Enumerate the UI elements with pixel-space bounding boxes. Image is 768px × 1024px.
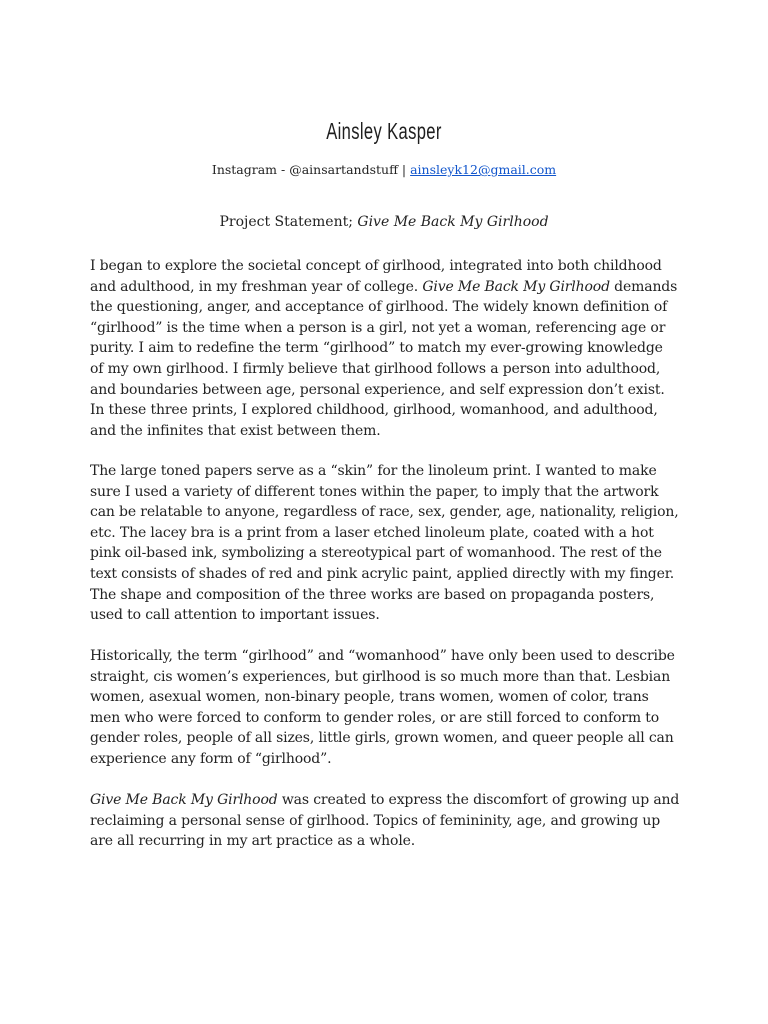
paragraph-3	[90, 646, 680, 770]
paragraph-4	[90, 790, 680, 852]
instagram-handle: Instagram - @ainsartandstuff |	[211, 162, 411, 177]
author-name: Ainsley Kasper	[326, 118, 442, 144]
paragraph-4-text: was created to express the discomfort of growing up and reclaiming a personal sense of girlhood. Topics of femininity, age, and growing up are all recurring in my art practice as a whole.	[90, 792, 680, 850]
paragraph-2-text: The large toned papers serve as a “skin” for the linoleum print. I wanted to make sure I used a variety of different tones within the paper, to imply that the artwork can be relatable to anyone, regardless of race, sex, gender, age, nationality, religion, etc. The lacey bra is a print from a laser etched linoleum plate, coated with a hot pink oil-based ink, symbolizing a stereotypical part of womanhood. The rest of the text consists of shades of red and pink acrylic paint, applied directly with my finger. The shape and composition of the three works are based on propaganda posters, used to call attention to important issues.	[90, 463, 679, 624]
project-title: Give Me Back My Girlhood	[357, 214, 549, 230]
email-link[interactable]: ainsleyk12@gmail.com	[410, 162, 557, 177]
statement-heading	[0, 214, 768, 230]
paragraph-1	[90, 256, 680, 441]
paragraph-1-text-b: demands the questioning, anger, and acceptance of girlhood. The widely known definition of “girlhood” is the time when a person is a girl, not yet a woman, referencing age or purity. I aim to redefine the term “girlhood” to match my ever-growing knowledge of my own girlhood. I firmly believe that girlhood follows a person into adulthood, and boundaries between age, personal experience, and self expression don’t exist. In these three prints, I explored childhood, girlhood, womanhood, and adulthood, and the infinites that exist between them.	[90, 278, 678, 439]
paragraph-1-text-a: I began to explore the societal concept of girlhood, integrated into both childhood and adulthood, in my freshman year of college.	[90, 258, 662, 295]
paragraph-3-text: Historically, the term “girlhood” and “womanhood” have only been used to describe straight, cis women’s experiences, but girlhood is so much more than that. Lesbian women, asexual women, non-binary people, trans women, women of color, trans men who were forced to conform to gender roles, or are still forced to conform to gender roles, people of all sizes, little girls, grown women, and queer people all can experience any form of “girlhood”.	[90, 648, 675, 767]
paragraph-4-title: Give Me Back My Girlhood	[90, 792, 278, 808]
contact-line	[0, 162, 768, 177]
paragraph-1-title: Give Me Back My Girlhood	[422, 278, 610, 295]
paragraph-2	[90, 461, 680, 626]
statement-label: Project Statement;	[219, 214, 358, 230]
